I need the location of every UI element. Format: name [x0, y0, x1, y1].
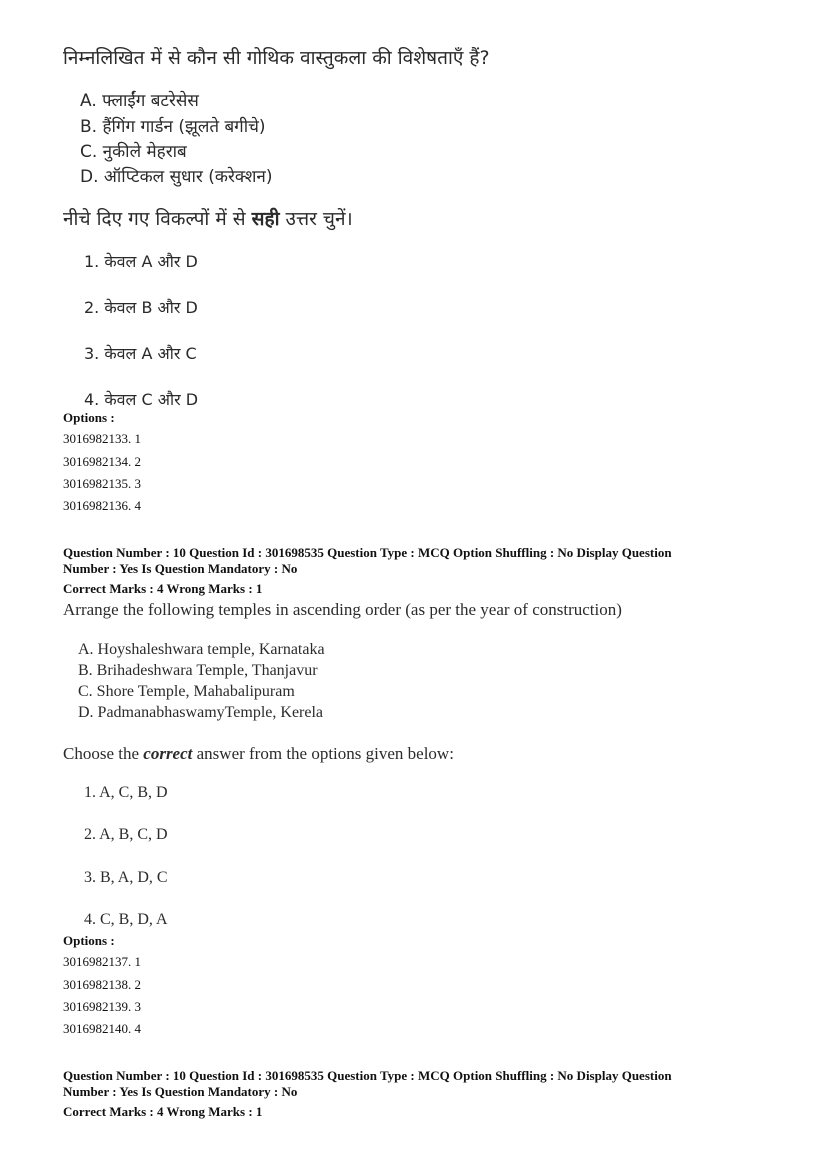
statement-d: D. PadmanabhaswamyTemple, Kerela: [78, 704, 324, 721]
option-id: 3016982139. 3: [63, 999, 141, 1014]
option-id: 3016982133. 1: [63, 431, 141, 446]
statement-d: D. ऑप्टिकल सुधार (करेक्शन): [80, 167, 273, 187]
choice-2: 2. केवल B और D: [84, 298, 198, 317]
marks-line: Correct Marks : 4 Wrong Marks : 1: [63, 581, 263, 596]
options-label: Options :: [63, 410, 115, 425]
statement-c: C. Shore Temple, Mahabalipuram: [78, 683, 295, 700]
statement-a: A. फ्लाईंग बटरेसेस: [80, 91, 199, 111]
instruction-text-end: उत्तर चुनें।: [279, 208, 353, 230]
choice-2: 2. A, B, C, D: [84, 826, 168, 843]
option-id: 3016982136. 4: [63, 498, 141, 513]
statement-c: C. नुकीले मेहराब: [80, 142, 187, 162]
option-id: 3016982140. 4: [63, 1021, 141, 1036]
choice-1: 1. केवल A और D: [84, 252, 198, 271]
statement-b: B. Brihadeshwara Temple, Thanjavur: [78, 662, 318, 679]
statement-b: B. हैंगिंग गार्डन (झूलते बगीचे): [80, 117, 266, 137]
choice-4: 4. केवल C और D: [84, 390, 199, 409]
option-id: 3016982138. 2: [63, 977, 141, 992]
question-meta-line: Question Number : 10 Question Id : 301698535 Question Type : MCQ Option Shuffling : No Display Question: [63, 1068, 672, 1083]
choice-3: 3. B, A, D, C: [84, 869, 168, 886]
instruction-emphasis: सही: [251, 208, 280, 230]
instruction-emphasis: correct: [143, 744, 193, 763]
question-meta-line: Question Number : 10 Question Id : 301698535 Question Type : MCQ Option Shuffling : No Display Question: [63, 545, 672, 560]
instruction-text: नीचे दिए गए विकल्पों में से: [63, 208, 252, 230]
statement-a: A. Hoyshaleshwara temple, Karnataka: [78, 641, 325, 658]
options-label: Options :: [63, 933, 115, 948]
question-stem-hindi: निम्नलिखित में से कौन सी गोथिक वास्तुकला की विशेषताएँ हैं?: [63, 47, 490, 69]
choice-4: 4. C, B, D, A: [84, 911, 168, 928]
instruction-text-end: answer from the options given below:: [192, 744, 454, 763]
instruction-hindi: [63, 205, 353, 231]
option-id: 3016982135. 3: [63, 476, 141, 491]
option-id: 3016982134. 2: [63, 454, 141, 469]
question-meta-line: Number : Yes Is Question Mandatory : No: [63, 561, 298, 576]
instruction: [63, 744, 454, 764]
question-stem: Arrange the following temples in ascending order (as per the year of construction): [63, 600, 622, 619]
question-meta-line: Number : Yes Is Question Mandatory : No: [63, 1084, 298, 1099]
instruction-text: Choose the: [63, 744, 144, 763]
marks-line: Correct Marks : 4 Wrong Marks : 1: [63, 1104, 263, 1119]
choice-3: 3. केवल A और C: [84, 344, 197, 363]
option-id: 3016982137. 1: [63, 954, 141, 969]
choice-1: 1. A, C, B, D: [84, 784, 168, 801]
